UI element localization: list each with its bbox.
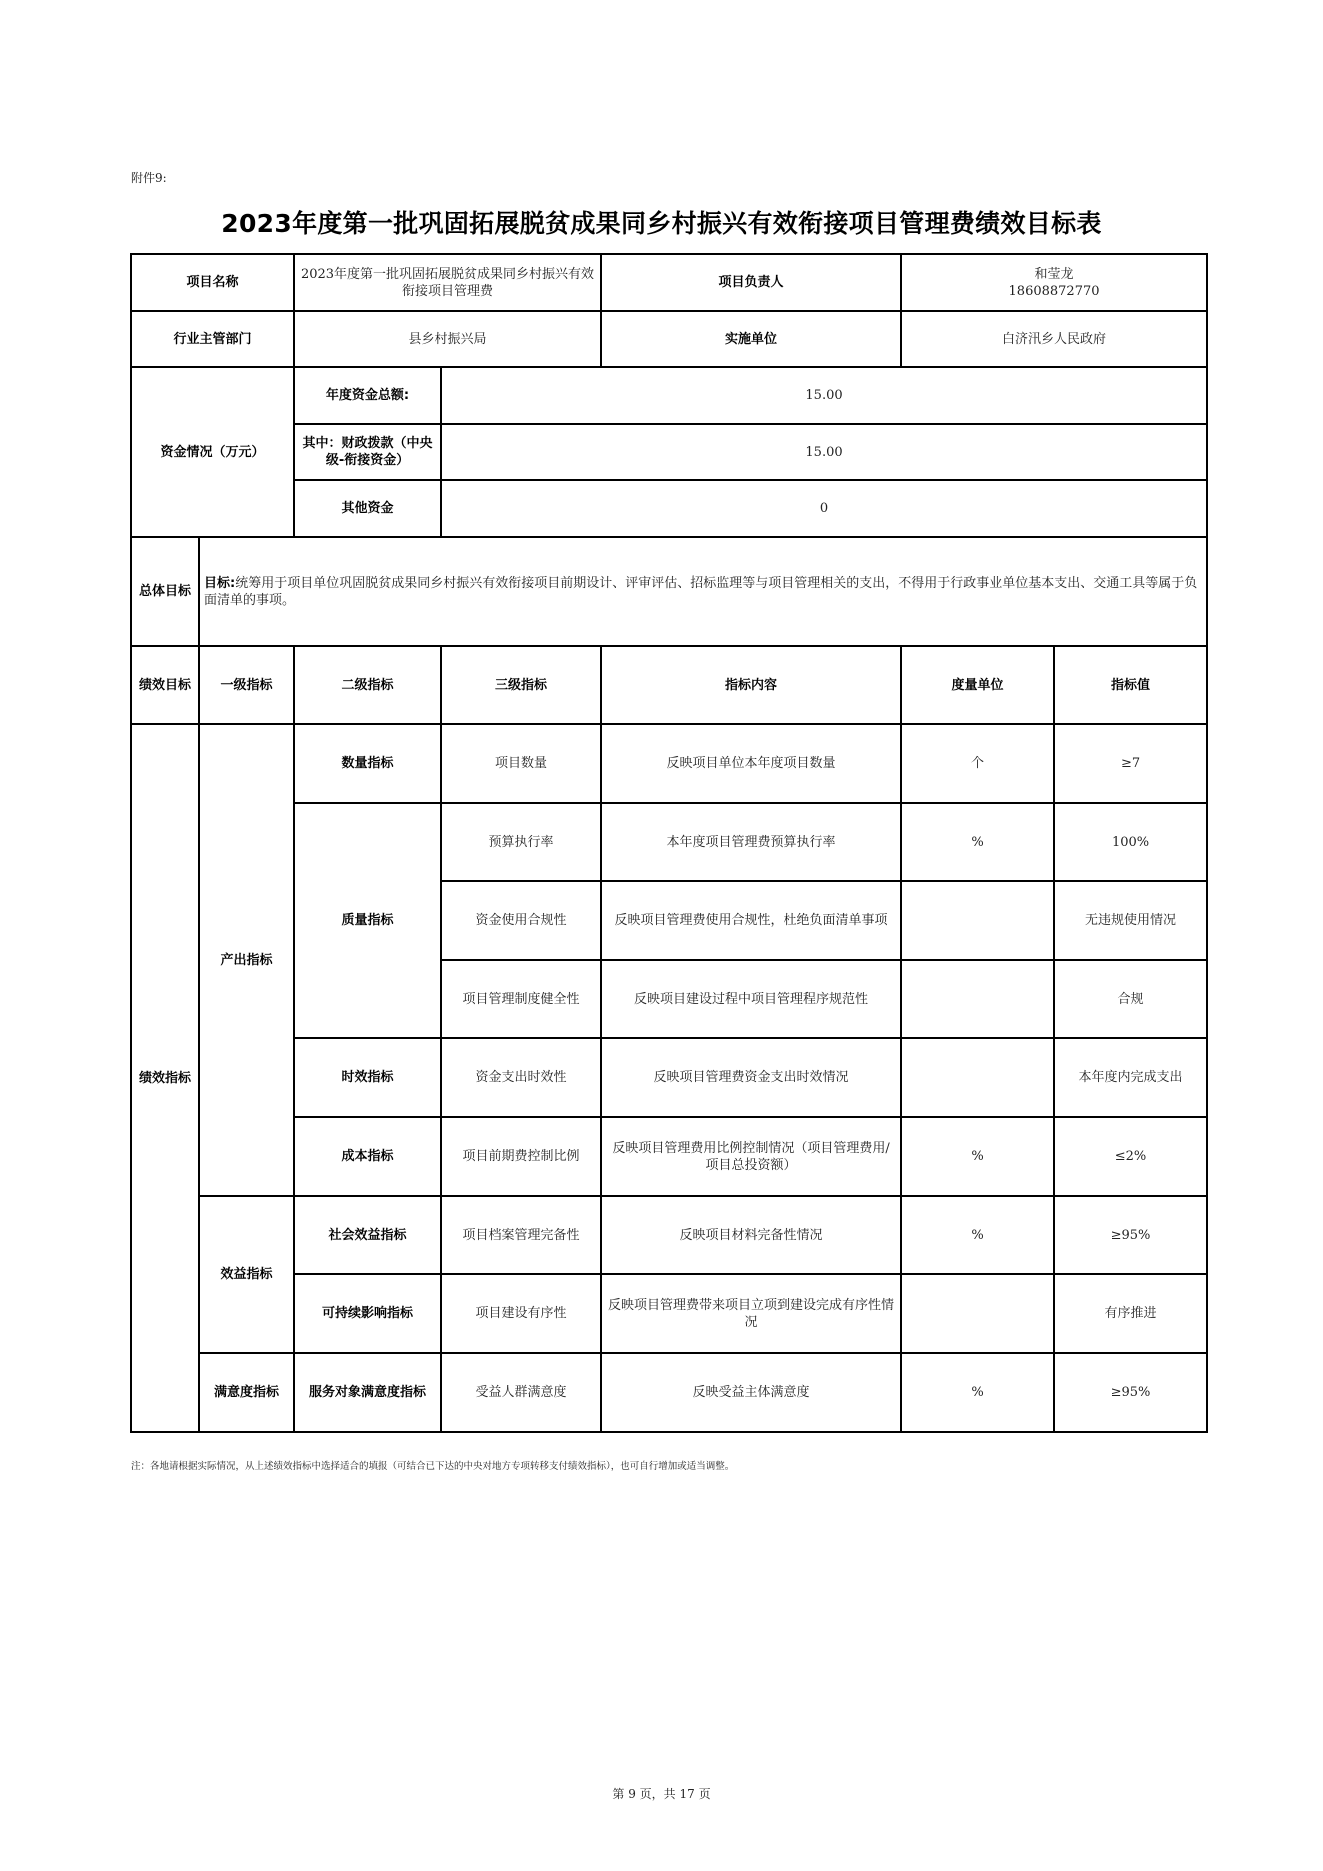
unit-cell: [901, 960, 1054, 1038]
content-cell: 反映受益主体满意度: [601, 1353, 901, 1432]
footnote: 注：各地请根据实际情况，从上述绩效指标中选择适合的填报（可结合已下达的中央对地方专项转移支付绩效指标），也可自行增加或适当调整。: [131, 1461, 735, 1472]
header-content: 指标内容: [601, 646, 901, 724]
department-row: [131, 311, 1207, 367]
level3-cell: 项目档案管理完备性: [441, 1196, 601, 1274]
overall-goal-content: [199, 537, 1207, 646]
funding-label: 其他资金: [294, 480, 441, 537]
value-cell: 合规: [1054, 960, 1207, 1038]
content-cell: 本年度项目管理费预算执行率: [601, 803, 901, 881]
value-cell: 100%: [1054, 803, 1207, 881]
level3-cell: 项目数量: [441, 724, 601, 803]
overall-goal-row: [131, 537, 1207, 646]
overall-goal-label: 总体目标: [131, 537, 199, 646]
content-cell: 反映项目管理费带来项目立项到建设完成有序性情况: [601, 1274, 901, 1353]
value-cell: ≤2%: [1054, 1117, 1207, 1196]
table-row: [131, 1196, 1207, 1274]
indicator-header-row: [131, 646, 1207, 724]
value-cell: ≥95%: [1054, 1353, 1207, 1432]
header-performance-target: 绩效目标: [131, 646, 199, 724]
header-unit: 度量单位: [901, 646, 1054, 724]
attachment-label: 附件9:: [131, 171, 167, 185]
level2-social-benefit: 社会效益指标: [294, 1196, 441, 1274]
header-value: 指标值: [1054, 646, 1207, 724]
unit-cell: [901, 881, 1054, 960]
level3-cell: 资金支出时效性: [441, 1038, 601, 1117]
content-cell: 反映项目材料完备性情况: [601, 1196, 901, 1274]
department-label: 行业主管部门: [131, 311, 294, 367]
level2-cost: 成本指标: [294, 1117, 441, 1196]
funding-value: 0: [441, 480, 1207, 537]
header-level1: 一级指标: [199, 646, 294, 724]
value-cell: 有序推进: [1054, 1274, 1207, 1353]
implementer-label: 实施单位: [601, 311, 901, 367]
funding-row: [131, 367, 1207, 424]
content-cell: 反映项目管理费使用合规性，杜绝负面清单事项: [601, 881, 901, 960]
level2-service-satisfaction: 服务对象满意度指标: [294, 1353, 441, 1432]
value-cell: 本年度内完成支出: [1054, 1038, 1207, 1117]
content-cell: 反映项目管理费资金支出时效情况: [601, 1038, 901, 1117]
header-level3: 三级指标: [441, 646, 601, 724]
unit-cell: [901, 1038, 1054, 1117]
content-cell: 反映项目单位本年度项目数量: [601, 724, 901, 803]
project-name-value: 2023年度第一批巩固拓展脱贫成果同乡村振兴有效衔接项目管理费: [294, 254, 601, 311]
level1-satisfaction: 满意度指标: [199, 1353, 294, 1432]
value-cell: ≥95%: [1054, 1196, 1207, 1274]
unit-cell: [901, 1274, 1054, 1353]
level3-cell: 预算执行率: [441, 803, 601, 881]
level2-quantity: 数量指标: [294, 724, 441, 803]
project-leader-phone: 18608872770: [1008, 283, 1100, 299]
header-level2: 二级指标: [294, 646, 441, 724]
project-leader-label: 项目负责人: [601, 254, 901, 311]
project-name-label: 项目名称: [131, 254, 294, 311]
level2-quality: 质量指标: [294, 803, 441, 1038]
level1-benefit: 效益指标: [199, 1196, 294, 1353]
page-title: 2023年度第一批巩固拓展脱贫成果同乡村振兴有效衔接项目管理费绩效目标表: [221, 209, 1102, 238]
unit-cell: %: [901, 803, 1054, 881]
performance-target-table: [130, 253, 1208, 1433]
project-leader-value: [901, 254, 1207, 311]
level3-cell: 受益人群满意度: [441, 1353, 601, 1432]
level3-cell: 资金使用合规性: [441, 881, 601, 960]
project-leader-name: 和莹龙: [1034, 266, 1074, 282]
level3-cell: 项目前期费控制比例: [441, 1117, 601, 1196]
value-cell: ≥7: [1054, 724, 1207, 803]
indicator-section-label: 绩效指标: [131, 724, 199, 1432]
goal-text: 统筹用于项目单位巩固脱贫成果同乡村振兴有效衔接项目前期设计、评审评估、招标监理等与项目管理相关的支出，不得用于行政事业单位基本支出、交通工具等属于负面清单的事项。: [204, 575, 1198, 608]
value-cell: 无违规使用情况: [1054, 881, 1207, 960]
implementer-value: 白济汛乡人民政府: [901, 311, 1207, 367]
funding-label: 其中：财政拨款（中央级-衔接资金）: [294, 424, 441, 480]
content-cell: 反映项目管理费用比例控制情况（项目管理费用/项目总投资额）: [601, 1117, 901, 1196]
project-name-row: [131, 254, 1207, 311]
unit-cell: 个: [901, 724, 1054, 803]
unit-cell: %: [901, 1196, 1054, 1274]
level3-cell: 项目建设有序性: [441, 1274, 601, 1353]
level2-timeliness: 时效指标: [294, 1038, 441, 1117]
level1-output: 产出指标: [199, 724, 294, 1196]
funding-section-label: 资金情况（万元）: [131, 367, 294, 537]
unit-cell: %: [901, 1353, 1054, 1432]
level2-sustainability: 可持续影响指标: [294, 1274, 441, 1353]
goal-prefix: 目标:: [204, 575, 236, 591]
unit-cell: %: [901, 1117, 1054, 1196]
funding-label: 年度资金总额:: [294, 367, 441, 424]
level3-cell: 项目管理制度健全性: [441, 960, 601, 1038]
funding-value: 15.00: [441, 424, 1207, 480]
content-cell: 反映项目建设过程中项目管理程序规范性: [601, 960, 901, 1038]
page-number: 第 9 页，共 17 页: [612, 1787, 711, 1801]
table-row: [131, 724, 1207, 803]
table-row: [131, 1353, 1207, 1432]
department-value: 县乡村振兴局: [294, 311, 601, 367]
funding-value: 15.00: [441, 367, 1207, 424]
